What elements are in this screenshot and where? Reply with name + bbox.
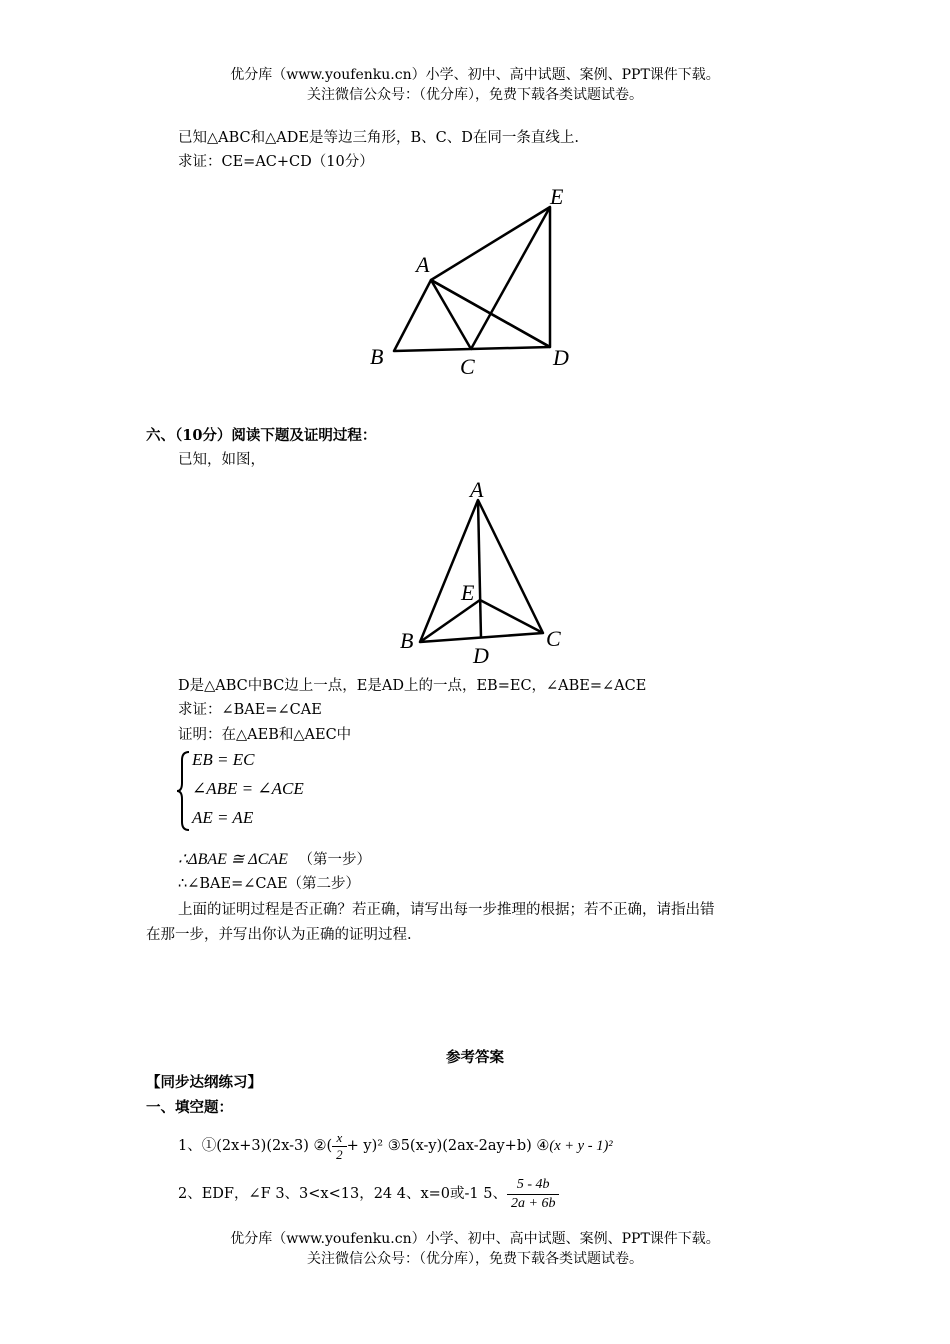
fraction-numerator: x bbox=[332, 1130, 347, 1147]
answers-title: 参考答案 bbox=[446, 1049, 504, 1066]
triangle-abc bbox=[394, 280, 471, 351]
answer-1 bbox=[178, 1126, 613, 1166]
fraction-denominator: 2a + 6b bbox=[511, 1195, 556, 1211]
label-a: A bbox=[470, 477, 484, 502]
label-e: E bbox=[461, 580, 475, 605]
q6-figure bbox=[395, 476, 575, 671]
triangle-ade bbox=[431, 207, 550, 347]
system-line-2: ∠ABE = ∠ACE bbox=[192, 779, 304, 798]
q6-step1 bbox=[178, 850, 371, 870]
label-a: A bbox=[416, 252, 430, 277]
answer-1-mid: + y)² ③5(x-y)(2ax-2ay+b) ④ bbox=[346, 1138, 550, 1154]
label-b: B bbox=[370, 344, 384, 369]
q6-question-line-2: 在那一步，并写出你认为正确的证明过程. bbox=[146, 927, 412, 943]
footer-line-1: 优分库（www.youfenku.cn）小学、初中、高中试题、案例、PPT课件下载。 bbox=[230, 1231, 720, 1247]
answers-part1: 一、填空题： bbox=[146, 1099, 233, 1116]
answer-2-prefix: 2、EDF，∠F 3、3<x<13，24 4、x=0或-1 5、 bbox=[178, 1186, 507, 1202]
label-d: D bbox=[553, 345, 569, 370]
footer-line-2: 关注微信公众号：（优分库），免费下载各类试题试卷。 bbox=[307, 1251, 643, 1267]
system-brace bbox=[176, 750, 192, 832]
header-line-1: 优分库（www.youfenku.cn）小学、初中、高中试题、案例、PPT课件下载。 bbox=[230, 67, 720, 83]
system-line-1: EB = EC bbox=[192, 750, 255, 769]
segment-ad bbox=[478, 500, 481, 638]
q5-prove: 求证：CE=AC+CD（10分） bbox=[178, 154, 374, 170]
label-d: D bbox=[473, 643, 489, 668]
q6-question-line-1: 上面的证明过程是否正确？若正确，请写出每一步推理的根据；若不正确，请指出错 bbox=[178, 902, 715, 918]
label-c: C bbox=[546, 626, 561, 651]
fraction-denominator: 2 bbox=[336, 1146, 343, 1162]
segment-cd bbox=[471, 347, 550, 349]
answer-2 bbox=[178, 1174, 559, 1214]
q6-given-lead: 已知，如图， bbox=[178, 452, 265, 468]
header-line-2: 关注微信公众号：（优分库），免费下载各类试题试卷。 bbox=[307, 87, 643, 103]
answers-section: 【同步达纲练习】 bbox=[146, 1074, 262, 1091]
q6-prove: 求证：∠BAE=∠CAE bbox=[178, 702, 322, 718]
step1-note: （第一步） bbox=[298, 852, 372, 868]
fraction-numerator: 5 - 4b bbox=[507, 1176, 559, 1195]
system-line-3: AE = AE bbox=[192, 808, 254, 827]
answer-1-last: (x + y - 1)² bbox=[549, 1138, 613, 1154]
q6-proof-lead: 证明：在△AEB和△AEC中 bbox=[178, 727, 352, 743]
answer-1-prefix: 1、①(2x+3)(2x-3) ②( bbox=[178, 1138, 333, 1154]
answer-1-fraction bbox=[332, 1130, 347, 1163]
q6-title: 六、（10分）阅读下题及证明过程： bbox=[146, 427, 377, 444]
step1-expression: ∴ΔBAE ≅ ΔCAE bbox=[178, 851, 288, 868]
label-e: E bbox=[550, 184, 564, 209]
label-b: B bbox=[400, 628, 414, 653]
q5-given: 已知△ABC和△ADE是等边三角形，B、C、D在同一条直线上. bbox=[178, 130, 579, 146]
answer-2-fraction bbox=[507, 1176, 559, 1213]
segment-ce bbox=[471, 207, 550, 349]
q5-figure bbox=[360, 180, 590, 380]
label-c: C bbox=[460, 354, 475, 379]
q6-step2: ∴∠BAE=∠CAE（第二步） bbox=[178, 876, 361, 892]
q6-condition: D是△ABC中BC边上一点，E是AD上的一点，EB=EC，∠ABE=∠ACE bbox=[178, 678, 647, 694]
